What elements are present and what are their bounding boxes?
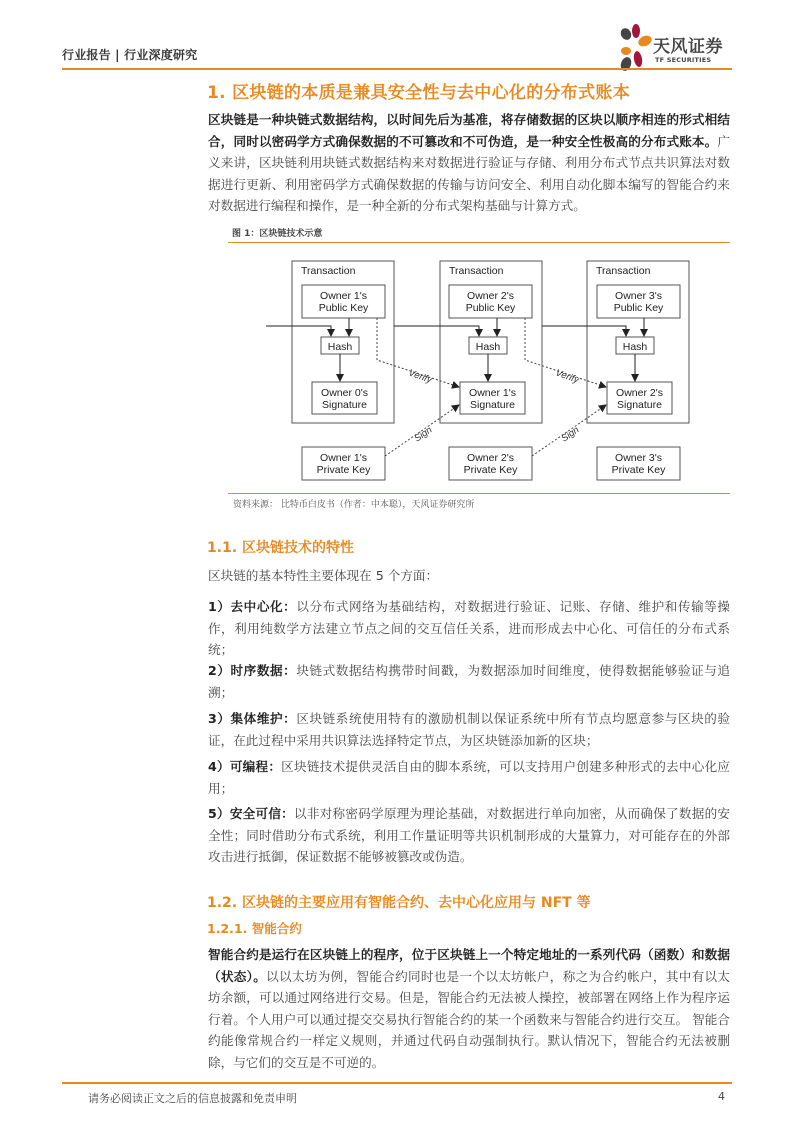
section-1-intro	[208, 109, 730, 217]
privkey-2-line2: Private Key	[463, 464, 518, 476]
sign-label-2: Sign	[559, 424, 582, 445]
pubkey-1-line2: Public Key	[318, 302, 369, 314]
verify-label-1: Verify	[406, 367, 434, 387]
logo-text-en: TF SECURITIES	[655, 56, 712, 64]
tx-3-label: Transaction	[596, 265, 651, 277]
feature-text: 以分布式网络为基础结构，对数据进行验证、记账、存储、维护和传输等操作，利用纯数学方法建立节点之间的交互信任关系，进而形成去中心化、可信任的分布式系统；	[208, 599, 731, 657]
sig-2-line2: Signature	[470, 399, 515, 411]
section-1-2-title: 1.2. 区块链的主要应用有智能合约、去中心化应用与 NFT 等	[207, 895, 591, 911]
privkey-2-line1: Owner 2's	[467, 452, 514, 464]
figure-top-rule	[228, 242, 730, 243]
footer-disclaimer: 请务必阅读正文之后的信息披露和免责申明	[88, 1092, 297, 1105]
section-1-2-1-title: 1.2.1. 智能合约	[207, 921, 302, 936]
feature-item-4	[208, 756, 730, 799]
privkey-1-line2: Private Key	[316, 464, 371, 476]
sig-1-line2: Signature	[322, 399, 367, 411]
header-divider	[62, 68, 732, 70]
smart-contract-paragraph	[208, 944, 730, 1073]
verify-label-2: Verify	[553, 367, 581, 387]
sign-label-1: Sign	[412, 424, 435, 445]
tx-2-label: Transaction	[449, 265, 504, 277]
tf-securities-logo	[617, 22, 737, 74]
hash-1: Hash	[327, 341, 353, 353]
sig-3-line2: Signature	[617, 399, 662, 411]
blockchain-diagram	[228, 244, 730, 492]
feature-item-5	[208, 803, 730, 868]
section-1-title: 1. 区块链的本质是兼具安全性与去中心化的分布式账本	[207, 83, 631, 103]
sig-2-line1: Owner 1's	[469, 387, 516, 399]
feature-text: 区块链系统使用特有的激励机制以保证系统中所有节点均愿意参与区块的验证，在此过程中采用共识算法选择特定节点，为区块链添加新的区块；	[208, 711, 731, 748]
feature-item-1	[208, 596, 730, 661]
feature-num: 5）	[208, 806, 230, 821]
feature-item-3	[208, 708, 730, 751]
privkey-1-line1: Owner 1's	[320, 452, 367, 464]
sig-1-line1: Owner 0's	[321, 387, 368, 399]
intro-bold-text: 区块链是一种块链式数据结构，以时间先后为基准，将存储数据的区块以顺序相连的形式相结合，同时以密码学方式确保数据的不可篡改和不可伪造，是一种安全性极高的分布式账本。	[208, 112, 730, 149]
hash-3: Hash	[622, 341, 648, 353]
feature-term: 可编程：	[229, 759, 282, 774]
report-category: 行业报告 | 行业深度研究	[62, 48, 198, 62]
feature-item-2	[208, 660, 730, 703]
smart-contract-text: 以以太坊为例，智能合约同时也是一个以太坊帐户，称之为合约帐户，其中有以太坊余额，可以通过网络进行交易。但是，智能合约无法被人操控，被部署在网络上作为程序运行着。个人用户可以通过提交交易执行智能合约的某一个函数来与智能合约进行交互。 智能合约能像常规合约一样定义规则，并通过代码自动强制执行。默认情况下，智能合约无法被删除，与它们的交互是不可逆的。	[208, 968, 731, 1070]
sig-3-line1: Owner 2's	[616, 387, 663, 399]
pubkey-3-line2: Public Key	[613, 302, 664, 314]
petal-logo-icon	[617, 22, 653, 74]
figure-1-title: 图 1：区块链技术示意	[232, 229, 323, 239]
privkey-3-line2: Private Key	[611, 464, 666, 476]
tx-1-label: Transaction	[301, 265, 356, 277]
page-number: 4	[718, 1090, 725, 1103]
pubkey-1-line1: Owner 1's	[320, 290, 367, 302]
feature-term: 去中心化：	[230, 599, 297, 614]
feature-text: 区块链技术提供灵活自由的脚本系统，可以支持用户创建多种形式的去中心化应用；	[208, 759, 731, 796]
figure-source: 资料来源： 比特币白皮书（作者：中本聪），天风证券研究所	[233, 500, 475, 510]
feature-term: 安全可信：	[229, 806, 294, 821]
feature-text: 以非对称密码学原理为理论基础，对数据进行单向加密，从而确保了数据的安全性；同时借助分布式系统，利用工作量证明等共识机制形成的大量算力，对可能存在的外部攻击进行抵御，保证数据不能够被篡改或伪造。	[208, 806, 731, 864]
intro-text: 广义来讲，区块链利用块链式数据结构来对数据进行验证与存储、利用分布式节点共识算法对数据进行更新、利用密码学方式确保数据的传输与访问安全、利用自动化脚本编写的智能合约来对数据进行编程和操作，是一种全新的分布式架构基础与计算方式。	[208, 133, 730, 213]
feature-text: 块链式数据结构携带时间戳，为数据添加时间维度，使得数据能够验证与追溯；	[208, 663, 731, 700]
privkey-3-line1: Owner 3's	[615, 452, 662, 464]
feature-term: 时序数据：	[230, 663, 297, 678]
hash-2: Hash	[475, 341, 501, 353]
pubkey-2-line1: Owner 2's	[467, 290, 514, 302]
figure-bottom-rule	[228, 493, 730, 494]
smart-contract-bold: 智能合约是运行在区块链上的程序，位于区块链上一个特定地址的一系列代码（函数）和数据（状态）。	[208, 947, 730, 984]
feature-num: 1）	[208, 599, 231, 614]
feature-num: 4）	[208, 759, 230, 774]
feature-num: 3）	[208, 711, 231, 726]
section-1-1-title: 1.1. 区块链技术的特性	[207, 540, 354, 556]
pubkey-2-line2: Public Key	[465, 302, 516, 314]
feature-num: 2）	[208, 663, 231, 678]
feature-term: 集体维护：	[230, 711, 297, 726]
logo-text-cn: 天风证券	[653, 37, 723, 57]
pubkey-3-line1: Owner 3's	[615, 290, 662, 302]
section-1-1-lead: 区块链的基本特性主要体现在 5 个方面：	[208, 568, 439, 583]
footer-divider	[62, 1082, 732, 1084]
